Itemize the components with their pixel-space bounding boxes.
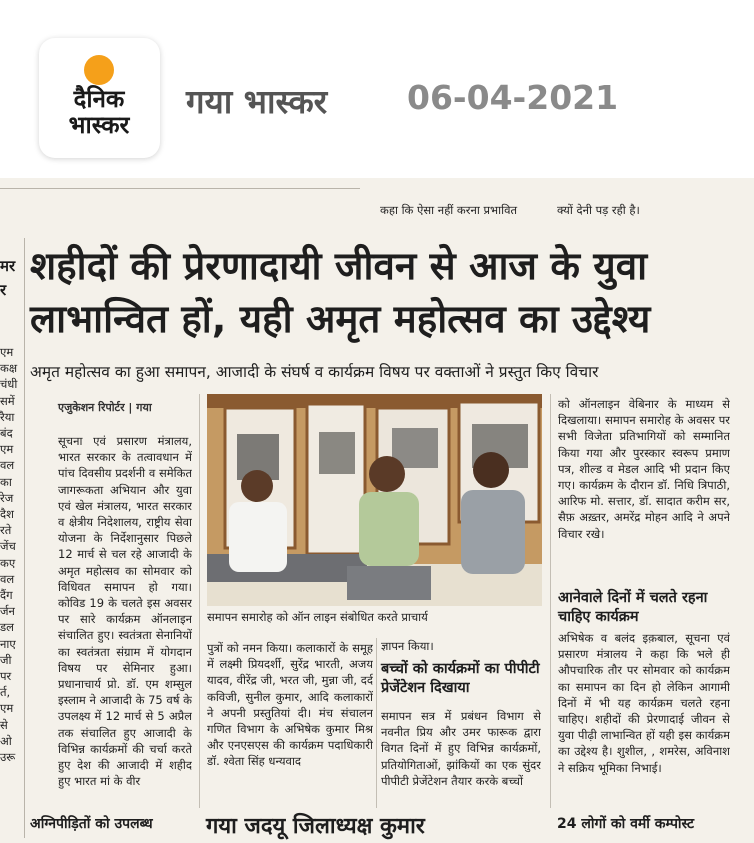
article-column-3: समापन सत्र में प्रबंधन विभाग से नवनीत प्रिय और उमर फारूक द्वारा विगत दिनों में हुए विभिन्न कार्यक्रमों, प्रतियोगिताओं, झांकियों का एक सुंदर पीपीटी प्रेजेंटेशन तैयार करके बच्चों	[381, 709, 541, 788]
left-headline-fragment: मर र	[0, 257, 16, 299]
next-article-headline: अग्निपीड़ितों को उपलब्ध	[30, 816, 153, 832]
photo-caption: समापन समारोह को ऑन लाइन संबोधित करते प्राचार्य	[207, 610, 428, 624]
event-photo-illustration	[207, 394, 542, 606]
logo-sun-icon	[84, 55, 114, 85]
newspaper-page	[0, 178, 754, 843]
prev-article-snippet: कहा कि ऐसा नहीं करना प्रभावित	[380, 203, 518, 217]
article-byline: एजुकेशन रिपोर्टर | गया	[58, 401, 152, 414]
column-divider	[199, 394, 200, 808]
article-headline: शहीदों की प्रेरणादायी जीवन से आज के युवा लाभान्वित हों, यही अमृत महोत्सव का उद्देश्य	[30, 244, 651, 342]
column-divider	[24, 238, 25, 838]
article-photo[interactable]	[207, 394, 542, 606]
next-article-headline: 24 लोगों को वर्मी कम्पोस्ट	[557, 816, 695, 832]
column-divider	[376, 638, 377, 808]
article-column-4: अभिषेक व बलंद इक़बाल, सूचना एवं प्रसारण मंत्रालय ने कहा कि भले ही औपचारिक तौर पर सोमवार को कार्यक्रम का समापन का दिन हो लेकिन आगामी दिनों में भी यह कार्यक्रम चलते रहना चाहिए। शहीदों की प्रेरणादाई जीवन से युवा पीढ़ी लाभान्वित हों यही इस कार्यक्रम का उद्देश्य है। शुशील, , शमरेस, अविनाश ने सक्रिय भूमिका निभाई।	[558, 631, 730, 775]
article-column-2: पुत्रों को नमन किया। कलाकारों के समूह में लक्ष्मी प्रियदर्शी, सुरेंद्र भारती, अजय यादव, वीरेंद्र जी, भरत जी, मुन्ना जी, दर्द कविजी, सुनील कुमार, आदि कलाकारों ने अपनी प्रस्तुतियां दी। मंच संचालन गणित विभाग के अभिषेक कुमार मिश्र और एनएसएस की कार्यक्रम पदाधिकारी डॉ. श्वेता सिंह धन्यवाद	[207, 641, 373, 769]
section-subheading: आनेवाले दिनों में चलते रहना चाहिए कार्यक्रम	[558, 590, 708, 625]
article-column-1: सूचना एवं प्रसारण मंत्रालय, भारत सरकार के तत्वावधान में पांच दिवसीय प्रदर्शनी व समेकित जागरूकता अभियान और युवा एवं खेल मंत्रालय, भारत सरकार व क्षेत्रीय निदेशालय, राष्ट्रीय सेवा योजना के निर्देशानुसार पिछले 12 मार्च से चल रहे आजादी के अमृत महोत्सव का सोमवार को विधिवत समापन हो गया। कोविड 19 के चलते इस अवसर पर सारे कार्यक्रम ऑनलाइन संचालित हुए। स्वतंत्रता सेनानियों का स्वतंत्रता संग्राम में योगदान विषय पर सेमिनार हुआ। प्रधानाचार्य प्रो. डॉ. एम शम्सुल इस्लाम ने आजादी के 75 वर्ष के उपलक्ष्य में 12 मार्च से 5 अप्रैल तक संचालित हुए आजादी के विभिन्न कार्यक्रमों की चर्चा करते हुए देश की आजादी में शहीद हुए भारत मां के वीर	[58, 434, 192, 789]
edition-title: गया भास्कर	[186, 82, 328, 121]
section-subheading: बच्चों को कार्यक्रमों का पीपीटी प्रेजेंटेशन दिखाया	[381, 661, 540, 696]
brand-logo-text: दैनिक भास्कर	[68, 85, 130, 139]
article-column-3-top: ज्ञापन किया।	[381, 639, 434, 653]
column-divider	[550, 394, 551, 808]
article-column-4-top: को ऑनलाइन वेबिनार के माध्यम से दिखलाया। समापन समारोह के अवसर पर सभी विजेता प्रतिभागियों को सम्मानित किया गया और पुरस्कार स्वरूप प्रमाण पत्र, शील्ड व मेडल आदि भी प्रदान किए गए। कार्यक्रम के दौरान डॉ. निधि त्रिपाठी, आरिफ मो. सत्तार, डॉ. सादात करीम सर, सैफ़ अख़्तर, अमरेंद्र मोहन आदि ने अपने विचार रखे।	[558, 397, 730, 541]
next-article-headline: गया जदयू जिलाध्यक्ष कुमार	[206, 814, 425, 839]
prev-article-snippet: क्यों देनी पड़ रही है।	[557, 203, 640, 217]
article-subheadline: अमृत महोत्सव का हुआ समापन, आजादी के संघर्ष व कार्यक्रम विषय पर वक्ताओं ने प्रस्तुत किए विचार	[30, 363, 599, 381]
app-header	[0, 0, 754, 178]
divider	[0, 188, 360, 189]
left-column-fragment: एम कक्ष चंधी समें रैया बंद एम वल का रेज दैश रते जेंच कए वल दैंग र्जन डल नाए जी पर र्त, एम से ओ उरू	[0, 345, 18, 765]
edition-date: 06-04-2021	[407, 78, 619, 117]
